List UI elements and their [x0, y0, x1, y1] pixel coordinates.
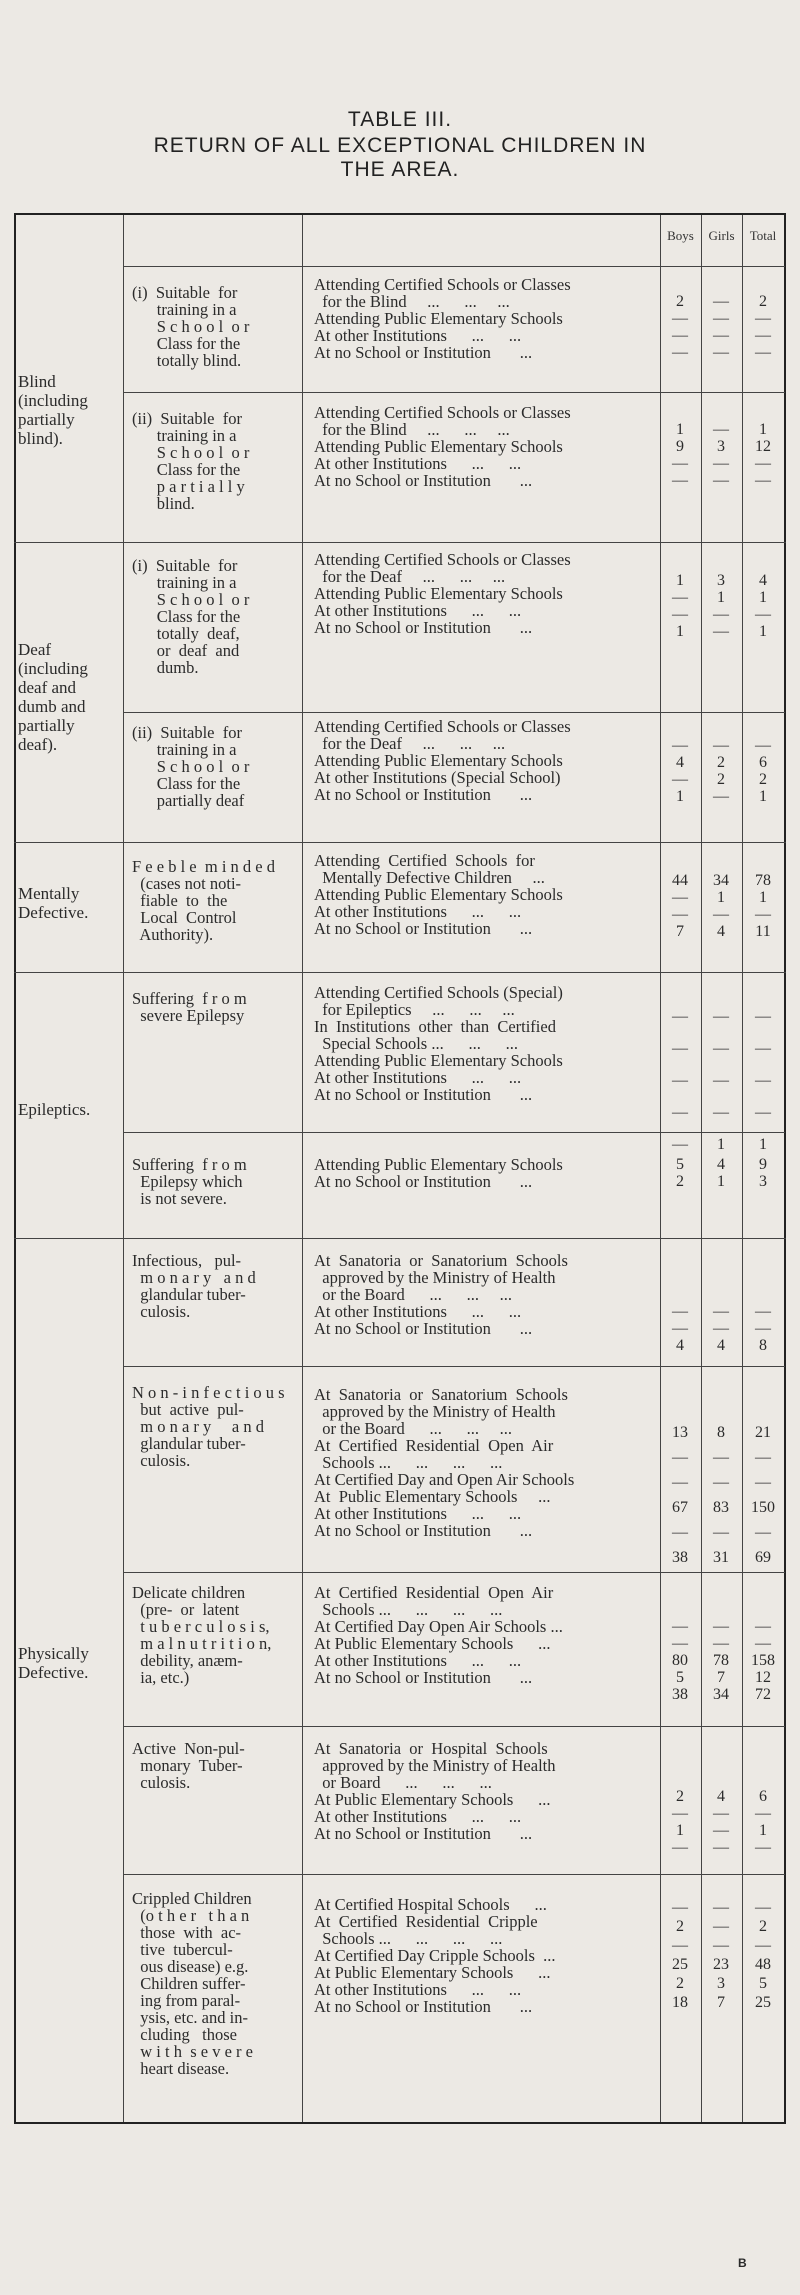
- girls-values: — — — 23 3 7: [713, 1899, 729, 2011]
- header-girls: Girls: [708, 228, 735, 243]
- sub-description: Active Non-pul- monary Tuber- culosis.: [132, 1739, 245, 1792]
- table-title-line2: THE AREA.: [340, 158, 460, 181]
- total-values: 6 — 1 —: [755, 1788, 771, 1856]
- category-deaf: Deaf (including deaf and dumb and partially deaf).: [18, 640, 88, 754]
- boys-values: 13 — — 67 — 38: [672, 1424, 688, 1566]
- boys-values: — — — — —: [672, 1008, 688, 1153]
- boys-values: 2 — — —: [672, 293, 688, 361]
- girls-values: — — 78 7 34: [713, 1618, 729, 1703]
- boys-values: 44 — — 7: [672, 872, 688, 940]
- category-epileptics: Epileptics.: [18, 1100, 91, 1119]
- boys-values: — — 80 5 38: [672, 1618, 688, 1703]
- sub-description: (ii) Suitable for training in a S c h o o l o r Class for the p a r t i a l l y blind.: [132, 409, 250, 513]
- girls-values: 34 1 — 4: [713, 872, 729, 940]
- category-mentally-defective: Mentally Defective.: [18, 884, 89, 922]
- placement-lines: Attending Certified Schools or Classes for the Deaf ... ... ... Attending Public Elementary Schools At other Institutions ... ... At no School or Institution ...: [314, 550, 571, 637]
- placement-lines: Attending Certified Schools or Classes for the Blind ... ... ... Attending Public Elementary Schools At other Institutions ... ... At no School or Institution ...: [314, 275, 571, 362]
- sub-description: Delicate children (pre- or latent t u b e r c u l o s i s, m a l n u t r i t i o n, debility, anæm- ia, etc.): [132, 1583, 272, 1687]
- sub-description: N o n - i n f e c t i o u s but active pul- m o n a r y a n d glandular tuber- culosis.: [132, 1383, 285, 1470]
- total-values: 4 1 — 1: [755, 572, 771, 640]
- girls-values: 4 — — —: [713, 1788, 729, 1856]
- table-title: RETURN OF ALL EXCEPTIONAL CHILDREN IN: [153, 134, 647, 157]
- boys-values: 1 9 — —: [672, 421, 688, 489]
- boys-values: — — 4: [672, 1303, 688, 1354]
- total-values: — — 8: [755, 1303, 771, 1354]
- category-physically-defective: Physically Defective.: [18, 1644, 89, 1682]
- girls-values: 8 — — 83 — 31: [713, 1424, 729, 1566]
- total-values: 21 — — 150 — 69: [751, 1424, 775, 1566]
- placement-lines: At Sanatoria or Sanatorium Schools approved by the Ministry of Health or the Board ... ... ... At Certified Residential Open Air Schools ... ... ... ... At Certified Day and Open Air Schools At Public Elementary Schools ... At other Institutions ... ... At no School or Institution ...: [314, 1385, 575, 1540]
- total-values: 9 3: [759, 1156, 767, 1190]
- girls-values: — — 4: [713, 1303, 729, 1354]
- category-blind: Blind (including partially blind).: [18, 372, 88, 448]
- total-values: — 6 2 1: [755, 737, 771, 805]
- placement-lines: Attending Certified Schools or Classes for the Blind ... ... ... Attending Public Elementary Schools At other Institutions ... ... At no School or Institution ...: [314, 403, 571, 490]
- sub-description: Suffering f r o m Epilepsy which is not severe.: [132, 1155, 247, 1208]
- girls-values: — — — — 1: [713, 1008, 729, 1153]
- boys-values: 2 — 1 —: [672, 1788, 688, 1856]
- sub-description: (i) Suitable for training in a S c h o o l o r Class for the totally blind.: [132, 283, 250, 370]
- table-number: TABLE III.: [347, 108, 453, 131]
- total-values: — — — — 1: [755, 1008, 771, 1153]
- sub-description: Crippled Children (o t h e r t h a n those with ac- tive tubercul- ous disease) e.g. Children suffer- ing from paral- ysis, etc. and in- cluding those w i t h s e v e r e heart disease.: [132, 1889, 253, 2078]
- placement-lines: At Sanatoria or Hospital Schools approved by the Ministry of Health or Board ... ... ... At Public Elementary Schools ... At other Institutions ... ... At no School or Institution ...: [314, 1739, 556, 1843]
- header-boys: Boys: [667, 228, 694, 243]
- placement-lines: At Certified Hospital Schools ... At Certified Residential Cripple Schools ... ... ... ... At Certified Day Cripple Schools ... At Public Elementary Schools ... At other Institutions ... ... At no School or Institution ...: [314, 1895, 556, 2016]
- girls-values: 4 1: [717, 1156, 725, 1190]
- header-total: Total: [749, 228, 777, 243]
- girls-values: — 3 — —: [713, 421, 729, 489]
- placement-lines: Attending Certified Schools for Mentally Defective Children ... Attending Public Elementary Schools At other Institutions ... ... At no School or Institution ...: [314, 851, 563, 938]
- placement-lines: Attending Certified Schools (Special) for Epileptics ... ... ... In Institutions other than Certified Special Schools ... ... ... Attending Public Elementary Schools At other Institutions ... ... At no School or Institution ...: [314, 983, 563, 1104]
- total-values: — 2 — 48 5 25: [755, 1899, 771, 2011]
- page-mark: B: [738, 2256, 747, 2270]
- placement-lines: At Certified Residential Open Air Schools ... ... ... ... At Certified Day Open Air Schools ... At Public Elementary Schools ... At other Institutions ... ... At no School or Institution ...: [314, 1583, 563, 1687]
- total-values: 78 1 — 11: [755, 872, 771, 940]
- placement-lines: At Sanatoria or Sanatorium Schools approved by the Ministry of Health or the Board ... ... ... At other Institutions ... ... At no School or Institution ...: [314, 1251, 568, 1338]
- sub-description: (i) Suitable for training in a S c h o o l o r Class for the totally deaf, or deaf and dumb.: [132, 556, 250, 677]
- boys-values: 5 2: [676, 1156, 684, 1190]
- boys-values: 1 — — 1: [672, 572, 688, 640]
- placement-lines: Attending Certified Schools or Classes for the Deaf ... ... ... Attending Public Elementary Schools At other Institutions (Special School) At no School or Institution ...: [314, 717, 571, 804]
- total-values: 1 12 — —: [755, 421, 771, 489]
- sub-description: F e e b l e m i n d e d (cases not noti- fiable to the Local Control Authority).: [132, 857, 275, 944]
- sub-description: Infectious, pul- m o n a r y a n d glandular tuber- culosis.: [132, 1251, 256, 1321]
- total-values: 2 — — —: [755, 293, 771, 361]
- girls-values: 3 1 — —: [713, 572, 729, 640]
- boys-values: — 2 — 25 2 18: [672, 1899, 688, 2011]
- placement-lines: Attending Public Elementary Schools At no School or Institution ...: [314, 1155, 563, 1191]
- sub-description: Suffering f r o m severe Epilepsy: [132, 989, 247, 1025]
- girls-values: — — — —: [713, 293, 729, 361]
- girls-values: — 2 2 —: [713, 737, 729, 805]
- total-values: — — 158 12 72: [751, 1618, 775, 1703]
- boys-values: — 4 — 1: [672, 737, 688, 805]
- sub-description: (ii) Suitable for training in a S c h o o l o r Class for the partially deaf: [132, 723, 250, 810]
